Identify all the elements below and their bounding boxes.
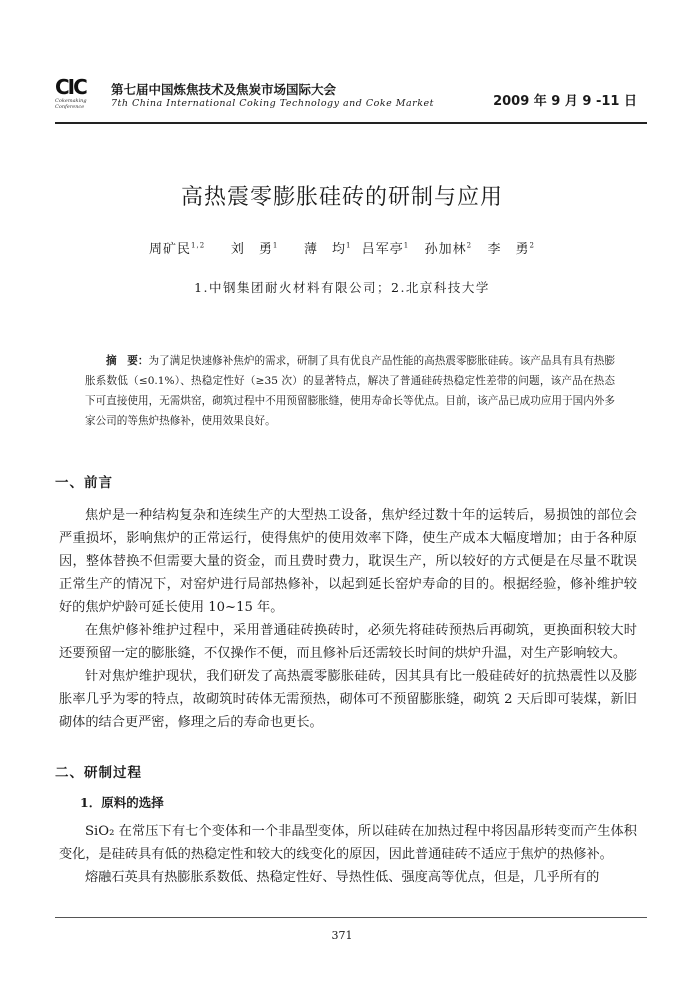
paragraph: 焦炉是一种结构复杂和连续生产的大型热工设备，焦炉经过数十年的运转后，易损蚀的部位会严重损坏，影响焦炉的正常运行，使得焦炉的使用效率下降，使生产成本大幅度增加；由于各种原因，整体替换不但需要大量的资金，而且费时费力，耽误生产，所以较好的方式便是在尽量不耽误正常生产的情况下，对窑炉进行局部热修补，以起到延长窑炉寿命的目的。根据经验，修补维护较好的焦炉炉龄可延长使用 10~15 年。 — [59, 508, 637, 615]
page-header — [55, 76, 645, 118]
abstract-label: 摘 要： — [106, 355, 149, 367]
page-number: 371 — [331, 929, 353, 942]
paragraph: SiO₂ 在常压下有七个变体和一个非晶型变体，所以硅砖在加热过程中将因晶形转变而产生体积变化，是硅砖具有低的热稳定性和较大的线变化的原因，因此普通硅砖不适应于焦炉的热修补。 — [59, 824, 637, 862]
paragraph: 在焦炉修补维护过程中，采用普通硅砖换砖时，必须先将硅砖预热后再砌筑，更换面积较大时还要预留一定的膨胀缝，不仅操作不便，而且修补后还需较长时间的烘炉升温，对生产影响较大。 — [59, 623, 637, 661]
header-divider — [55, 122, 647, 124]
conference-name-en: 7th China International Coking Technology and Coke Market — [111, 98, 434, 109]
paragraph: 针对焦炉维护现状，我们研发了高热震零膨胀硅砖，因其具有比一般硅砖好的抗热震性以及膨胀率几乎为零的特点，故砌筑时砖体无需预热，砌体可不预留膨胀缝，砌筑 2 天后即可装煤，新旧砌体的结合更严密，修理之后的寿命也更长。 — [59, 669, 637, 730]
author-affil-mark: 1 — [403, 241, 410, 250]
materials-body — [59, 820, 637, 889]
author-affil-mark: 1 — [272, 241, 279, 250]
paper-title: 高热震零膨胀硅砖的研制与应用 — [180, 185, 503, 210]
intro-body — [59, 504, 637, 734]
footer-divider — [55, 917, 647, 918]
author: 吕军亭 — [361, 242, 404, 257]
section-heading-intro: 一、前言 — [55, 475, 113, 491]
author-list — [0, 238, 684, 257]
abstract — [85, 351, 615, 431]
section-heading-process: 二、研制过程 — [55, 765, 142, 781]
author-affil-mark: 2 — [466, 241, 473, 250]
conference-name-cn: 第七届中国炼焦技术及焦炭市场国际大会 — [111, 82, 337, 97]
author: 薄 均 — [303, 242, 346, 257]
logo-mark: CIC — [55, 75, 86, 99]
author: 孙加林 — [424, 242, 467, 257]
conference-date: 2009 年 9 月 9 -11 日 — [493, 94, 637, 109]
subsection-heading-materials: 1．原料的选择 — [80, 795, 164, 810]
logo-subtitle: Cokemaking Conference — [55, 98, 87, 110]
author-affil-mark: 1 — [346, 241, 352, 250]
author: 李 勇 — [487, 242, 530, 257]
author-affil-mark: 2 — [529, 241, 535, 250]
author-affil-mark: 1,2 — [191, 241, 206, 250]
abstract-text: 为了满足快速修补焦炉的需求，研制了具有优良产品性能的高热震零膨胀硅砖。该产品具有具有热膨胀系数低（≤0.1%）、热稳定性好（≥35 次）的显著特点，解决了普通硅砖热稳定性差带的问题，该产品在热态下可直接使用，无需烘窑，砌筑过程中不用预留膨胀缝，使用寿命长等优点。目前，该产品已成功应用于国内外多家公司的等焦炉热修补，使用效果良好。 — [85, 355, 616, 427]
paragraph: 熔融石英具有热膨胀系数低、热稳定性好、导热性低、强度高等优点，但是，几乎所有的 — [85, 870, 600, 885]
author: 刘 勇 — [230, 242, 273, 257]
affiliations: 1.中钢集团耐火材料有限公司；2.北京科技大学 — [194, 280, 490, 295]
conference-logo — [55, 76, 105, 110]
author: 周矿民 — [149, 242, 192, 257]
